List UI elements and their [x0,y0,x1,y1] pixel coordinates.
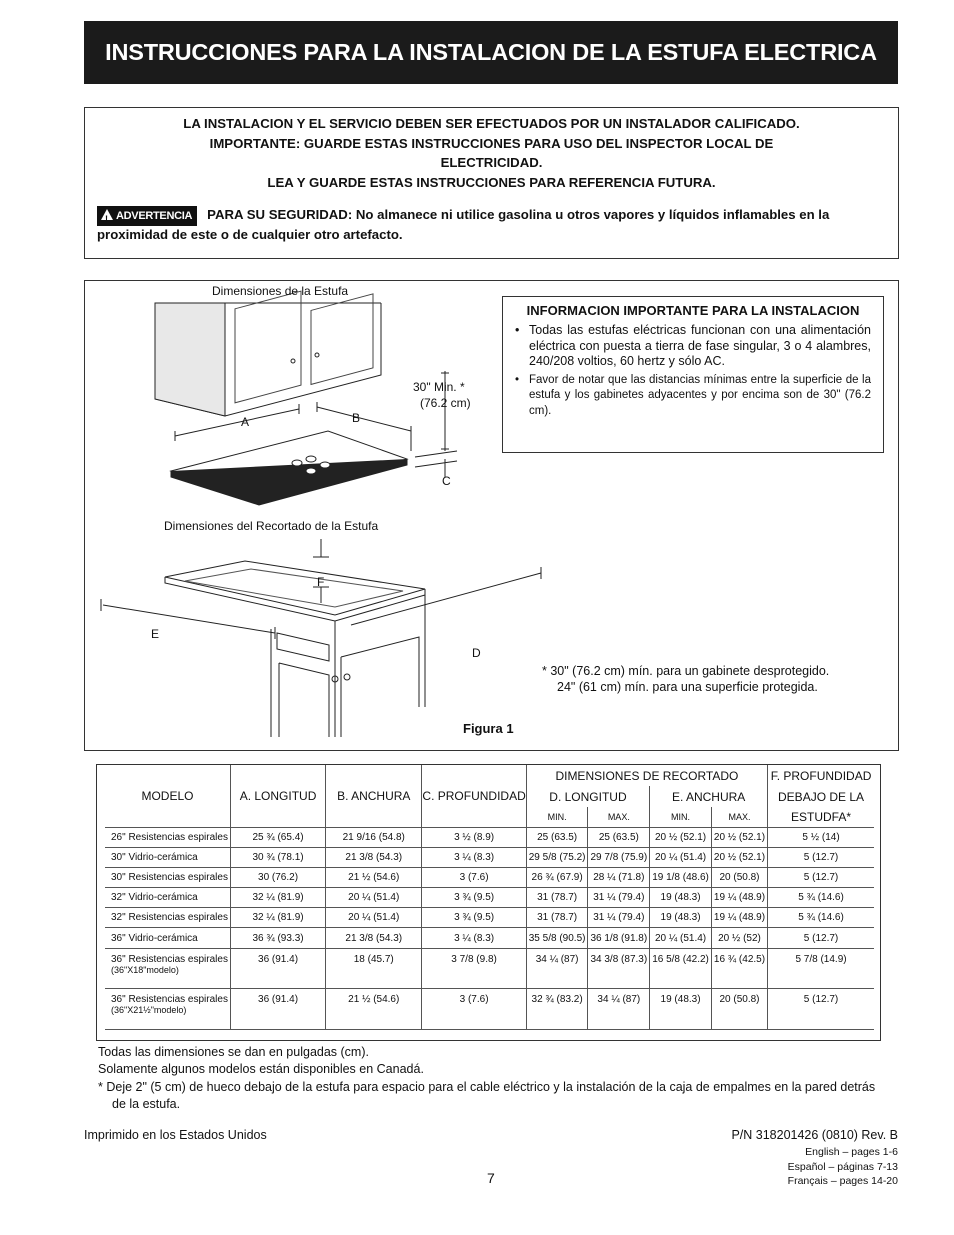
cell-a: 36 (91.4) [230,948,325,989]
header-recortado: DIMENSIONES DE RECORTADO [526,765,767,786]
language-index [788,1145,898,1189]
cell-b: 21 3/8 (54.3) [326,847,422,867]
cell-dmin: 32 ¾ (83.2) [526,989,588,1030]
cell-emin: 20 ¼ (51.4) [650,928,712,948]
table-body [105,827,874,1029]
cell-emin: 20 ¼ (51.4) [650,847,712,867]
warning-icon [101,209,113,220]
model-name: 30" Resistencias espirales [111,871,228,883]
cell-emax: 20 (50.8) [711,867,767,887]
cell-dmin: 25 (63.5) [526,827,588,847]
cell-emin: 19 (48.3) [650,908,712,928]
cutout-opening [185,569,403,607]
header-anchura: B. ANCHURA [326,765,422,827]
cell-dmax: 34 3/8 (87.3) [588,948,650,989]
model-name: 32" Vidrio-cerámica [111,892,198,904]
cabinet-side-shade [155,303,225,416]
cell-model [105,867,230,887]
cell-dmin: 26 ¾ (67.9) [526,867,588,887]
cell-c: 3 ½ (8.9) [422,827,526,847]
cutout-dimensions-label: Dimensiones del Recortado de la Estufa [164,519,379,533]
installation-notice [84,107,899,259]
cell-f: 5 ¾ (14.6) [768,888,874,908]
cell-dmin: 31 (78.7) [526,908,588,928]
header-d-min: MIN. [526,807,588,827]
cell-f: 5 (12.7) [768,867,874,887]
header-modelo: MODELO [141,788,194,803]
figure-caption: Figura 1 [463,721,514,736]
table-row [105,908,874,928]
base-cabinet [271,595,425,737]
header-d-longitud: D. LONGITUD [526,786,649,807]
cell-emin: 19 (48.3) [650,888,712,908]
header-profundidad: C. PROFUNDIDAD [422,765,526,827]
burner-2 [306,456,316,462]
cell-emax: 20 ½ (52.1) [711,827,767,847]
cell-dmin: 34 ¼ (87) [526,948,588,989]
cell-b: 21 9/16 (54.8) [326,827,422,847]
cell-emax: 20 ½ (52) [711,928,767,948]
burner-1 [292,460,302,466]
table-row [105,847,874,867]
cell-dmax: 31 ¼ (79.4) [588,888,650,908]
cell-f: 5 (12.7) [768,989,874,1030]
header-e-min: MIN. [650,807,712,827]
cell-emax: 19 ¼ (48.9) [711,908,767,928]
clearance-note [542,663,829,695]
cell-c: 3 7/8 (9.8) [422,948,526,989]
cell-dmax: 34 ¼ (87) [588,989,650,1030]
notice-line-4: LEA Y GUARDE ESTAS INSTRUCCIONES PARA REFERENCIA FUTURA. [267,174,716,190]
letter-c: C [442,474,451,488]
door-knob [344,674,350,680]
cell-c: 3 ¼ (8.3) [422,847,526,867]
cell-a: 25 ¾ (65.4) [230,827,325,847]
cell-f: 5 7/8 (14.9) [768,948,874,989]
model-size: (36"X18"modelo) [111,964,179,975]
header-f-3: ESTUDFA* [768,807,874,827]
cell-emax: 20 ½ (52.1) [711,847,767,867]
cell-f: 5 ½ (14) [768,827,874,847]
drawer-front [277,633,329,661]
table-row [105,827,874,847]
cell-emin: 16 5/8 (42.2) [650,948,712,989]
footnotes [98,1044,878,1114]
header-f-1: F. PROFUNDIDAD [768,765,874,786]
notice-line-3: ELECTRICIDAD. [440,155,543,170]
table-row [105,867,874,887]
cell-dmax: 25 (63.5) [588,827,650,847]
important-info-box [502,296,884,453]
figure-1 [84,280,899,751]
countertop-outline [165,561,425,615]
dimension-line-e [101,599,275,639]
cell-model [105,908,230,928]
model-name: 36" Resistencias espirales [111,953,228,965]
dimension-line-d [351,567,541,625]
part-number: P/N 318201426 (0810) Rev. B [731,1128,898,1142]
warning-badge-label: ADVERTENCIA [116,210,193,222]
cell-c: 3 ¾ (9.5) [422,888,526,908]
dimension-line-f [313,539,329,603]
info-list [515,323,871,419]
table-row [105,989,874,1030]
cell-model [105,948,230,989]
cell-dmin: 29 5/8 (75.2) [526,847,588,867]
cell-c: 3 (7.6) [422,989,526,1030]
range-dimensions-label: Dimensiones de la Estufa [212,284,349,298]
header-e-anchura: E. ANCHURA [650,786,768,807]
model-name: 26" Resistencias espirales [111,831,228,843]
cell-emin: 19 1/8 (48.6) [650,867,712,887]
cell-f: 5 (12.7) [768,847,874,867]
info-item: • Todas las estufas eléctricas funcionan con una alimentación eléctrica con puesta a tierra de fase singular, 3 o 4 alambres, 240/208 voltios, 60 hertz y sólo AC. [515,323,871,370]
letter-b: B [352,411,361,425]
cell-model [105,989,230,1030]
cell-c: 3 ¼ (8.3) [422,928,526,948]
letter-a: A [241,415,250,429]
model-name: 32" Resistencias espirales [111,912,228,924]
cell-f: 5 (12.7) [768,928,874,948]
cell-model [105,847,230,867]
cell-model [105,928,230,948]
model-name: 36" Vidrio-cerámica [111,932,198,944]
clearance-note-line-2: 24" (61 cm) mín. para una superficie protegida. [557,680,818,694]
cell-c: 3 ¾ (9.5) [422,908,526,928]
cell-b: 21 ½ (54.6) [326,989,422,1030]
page-title: INSTRUCCIONES PARA LA INSTALACION DE LA ESTUFA ELECTRICA [84,21,898,84]
cell-a: 30 ¾ (78.1) [230,847,325,867]
cell-a: 32 ¼ (81.9) [230,888,325,908]
header-e-max: MAX. [711,807,767,827]
info-item: • Favor de notar que las distancias mínimas entre la superficie de la estufa y los gabinetes adyacentes y por encima son de 30" (76.2 cm). [515,373,871,420]
cell-emax: 19 ¼ (48.9) [711,888,767,908]
burner-3 [320,462,330,468]
warning-text [97,206,886,244]
dimensions-table [105,765,874,1030]
warning-body: PARA SU SEGURIDAD: No almanece ni utilice gasolina u otros vapores y líquidos inflamables en la proximidad de este o de cualquier otro artefacto. [97,207,830,242]
header-longitud: A. LONGITUD [230,765,325,827]
cell-b: 21 3/8 (54.3) [326,928,422,948]
cell-model [105,827,230,847]
burner-4 [306,468,316,474]
letter-f: F [317,575,325,589]
table-row [105,888,874,908]
cell-a: 32 ¼ (81.9) [230,908,325,928]
warning-badge [97,206,197,226]
cell-dmax: 29 7/8 (75.9) [588,847,650,867]
letter-d: D [472,646,481,660]
language-spanish: Español – páginas 7-13 [787,1160,898,1173]
dimensions-table-box [96,764,881,1041]
table-row [105,928,874,948]
cell-emax: 20 (50.8) [711,989,767,1030]
lower-door-right [341,637,419,737]
header-f-2: DEBAJO DE LA [768,786,874,807]
footnote-2: Solamente algunos modelos están disponibles en Canadá. [98,1062,424,1077]
footnote-3: * Deje 2" (5 cm) de hueco debajo de la estufa para espacio para el cable eléctrico y la instalación de la caja de empalmes en la pared detrás de la estufa. [98,1079,876,1112]
cell-b: 20 ¼ (51.4) [326,908,422,928]
footnote-1: Todas las dimensiones se dan en pulgadas (cm). [98,1045,369,1059]
cell-dmin: 35 5/8 (90.5) [526,928,588,948]
cell-a: 36 ¾ (93.3) [230,928,325,948]
info-title: INFORMACION IMPORTANTE PARA LA INSTALACION [526,303,860,318]
countertop-edge [165,577,425,621]
cell-model [105,888,230,908]
notice-line-1: LA INSTALACION Y EL SERVICIO DEBEN SER EFECTUADOS POR UN INSTALADOR CALIFICADO. [183,116,800,131]
cell-b: 18 (45.7) [326,948,422,989]
cell-dmax: 28 ¼ (71.8) [588,867,650,887]
language-english: English – pages 1-6 [805,1146,898,1158]
cell-a: 30 (76.2) [230,867,325,887]
model-name: 30" Vidrio-cerámica [111,851,198,863]
language-french: Français – pages 14-20 [787,1175,898,1187]
lower-door [279,663,329,737]
table-row [105,948,874,989]
cell-a: 36 (91.4) [230,989,325,1030]
header-d-max: MAX. [588,807,650,827]
letter-e: E [151,627,160,641]
cell-f: 5 ¾ (14.6) [768,908,874,928]
printed-in: Imprimido en los Estados Unidos [84,1128,267,1142]
page-number: 7 [487,1170,495,1186]
model-name: 36" Resistencias espirales [111,994,228,1006]
cell-c: 3 (7.6) [422,867,526,887]
cell-b: 20 ¼ (51.4) [326,888,422,908]
cell-emax: 16 ¾ (42.5) [711,948,767,989]
cell-b: 21 ½ (54.6) [326,867,422,887]
cell-emin: 20 ½ (52.1) [650,827,712,847]
cell-dmax: 36 1/8 (91.8) [588,928,650,948]
min-clearance-label: 30" Min. * [413,380,465,394]
cell-dmax: 31 ¼ (79.4) [588,908,650,928]
notice-line-2: IMPORTANTE: GUARDE ESTAS INSTRUCCIONES PARA USO DEL INSPECTOR LOCAL DE [209,135,774,151]
cell-dmin: 31 (78.7) [526,888,588,908]
model-size: (36"X21½"modelo) [111,1005,187,1016]
min-clearance-cm-label: (76.2 cm) [420,396,471,410]
cell-emin: 19 (48.3) [650,989,712,1030]
clearance-note-line-1: * 30" (76.2 cm) mín. para un gabinete desprotegido. [542,664,830,678]
